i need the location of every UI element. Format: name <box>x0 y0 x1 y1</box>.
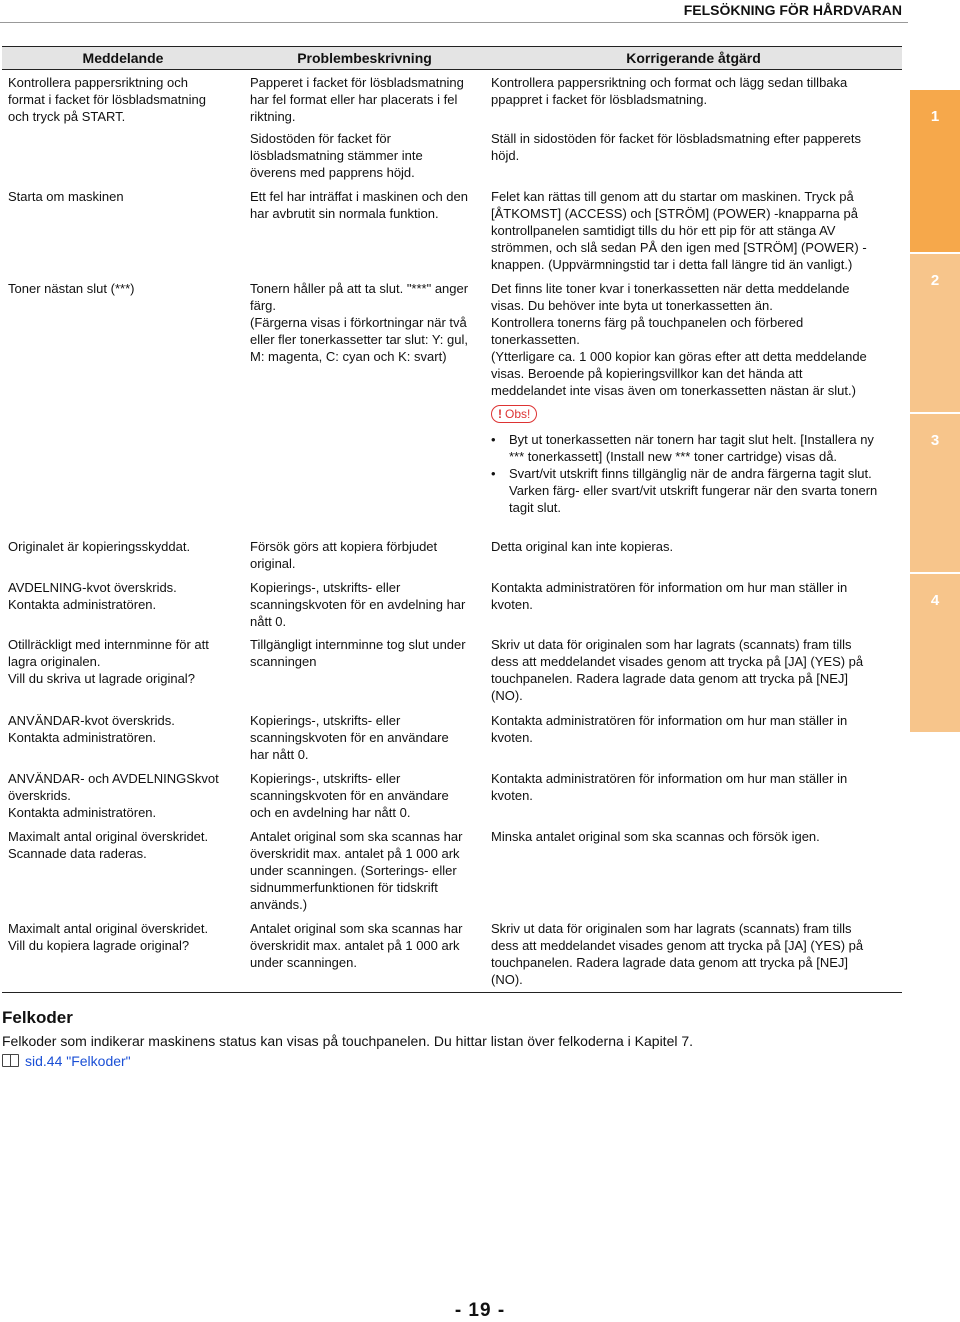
description-cell: Försök görs att kopiera förbjudet original. <box>250 539 438 571</box>
action-cell <box>485 278 902 536</box>
table-row <box>2 634 902 710</box>
reference-link[interactable]: sid.44 "Felkoder" <box>25 1053 131 1069</box>
description-cell: Kopierings-, utskrifts- eller scanningskvoten för en användare och en avdelning har nått 0. <box>250 771 449 820</box>
warning-icon: ! <box>498 407 502 421</box>
message-cell: AVDELNING-kvot överskrids. Kontakta administratören. <box>8 580 177 612</box>
message-cell: Starta om maskinen <box>8 189 124 204</box>
obs-badge <box>491 405 537 423</box>
column-header-description: Problembeskrivning <box>244 47 485 70</box>
table-row <box>2 826 902 918</box>
chapter-tabs <box>910 90 960 734</box>
description-cell: Sidostöden för facket för lösbladsmatning stämmer inte överens med papprens höjd. <box>250 131 423 180</box>
message-cell: Kontrollera pappersriktning och format i facket för lösbladsmatning och tryck på START. <box>8 75 206 124</box>
table-row <box>2 918 902 992</box>
action-cell: Kontakta administratören för information om hur man ställer in kvoten. <box>491 580 848 612</box>
action-text: Det finns lite toner kvar i tonerkassetten när detta meddelande visas. Du behöver inte byta ut tonerkassetten än. Kontrollera tonerns färg på touchpanelen och förbered tonerkassetten. (Ytterligare ca. 1 000 kopior kan göras efter att detta meddelande visas. Beroende på kopieringsvillkor kan det hända att meddelandet inte visas även om tonerkassetten nästan är slut.) <box>491 281 867 398</box>
column-header-message: Meddelande <box>2 47 244 70</box>
action-cell: Skriv ut data för originalen som har lagrats (scannats) fram tills dess att meddelandet visades genom att trycka på [JA] (YES) på touchpanelen. Radera lagrade data genom att trycka på [NEJ] (NO). <box>491 921 864 987</box>
table-row <box>2 278 902 536</box>
description-cell: Antalet original som ska scannas har överskridit max. antalet på 1 000 ark under scanningen. (Sorterings- eller sidnummerfunktionen för tidskrift används.) <box>250 829 463 912</box>
table-row <box>2 768 902 826</box>
description-cell: Kopierings-, utskrifts- eller scanningskvoten för en användare har nått 0. <box>250 713 449 762</box>
obs-label: Obs! <box>505 407 531 421</box>
description-cell: Tillgängligt internminne tog slut under scanningen <box>250 637 466 669</box>
chapter-tab-1[interactable]: 1 <box>910 90 960 252</box>
book-icon <box>2 1054 19 1067</box>
table-row <box>2 536 902 577</box>
page-header <box>0 0 908 23</box>
list-item: • Byt ut tonerkassetten när tonern har tagit slut helt. [Installera ny *** tonerkassett] (Install new *** toner cartridge) visas då. <box>507 431 896 465</box>
message-cell: Toner nästan slut (***) <box>8 281 135 296</box>
action-cell: Kontakta administratören för information om hur man ställer in kvoten. <box>491 771 848 803</box>
action-cell: Skriv ut data för originalen som har lagrats (scannats) fram tills dess att meddelandet visades genom att trycka på [JA] (YES) på touchpanelen. Radera lagrade data genom att trycka på [NEJ] (NO). <box>491 637 864 703</box>
table-row <box>2 710 902 768</box>
message-cell: Originalet är kopieringsskyddat. <box>8 539 191 554</box>
table-row <box>2 577 902 634</box>
description-cell: Kopierings-, utskrifts- eller scanningskvoten för en avdelning har nått 0. <box>250 580 466 629</box>
description-cell: Papperet i facket för lösbladsmatning har fel format eller har placerats i fel riktning. <box>250 75 464 124</box>
section-text: Felkoder som indikerar maskinens status kan visas på touchpanelen. Du hittar listan över felkoderna i Kapitel 7. <box>2 1033 694 1049</box>
chapter-tab-4[interactable]: 4 <box>910 574 960 732</box>
chapter-tab-3[interactable]: 3 <box>910 414 960 572</box>
action-cell: Minska antalet original som ska scannas och försök igen. <box>491 829 820 844</box>
description-cell: Tonern håller på att ta slut. "***" anger färg. (Färgerna visas i förkortningar när två eller fler tonerkassetter tar slut: Y: gul, M: magenta, C: cyan och K: svart) <box>250 281 469 364</box>
section-title: Felkoder <box>2 1008 73 1027</box>
column-header-action: Korrigerande åtgärd <box>485 47 902 70</box>
table-row <box>2 186 902 278</box>
reference-link-row <box>2 1053 131 1069</box>
action-cell: Felet kan rättas till genom att du startar om maskinen. Tryck på [ÅTKOMST] (ACCESS) och [STRÖM] (POWER) -knapparna på kontrollpanelen samtidigt tills du hör ett pip för att stänga AV strömmen, och slå sedan PÅ den igen med [STRÖM] (POWER) - knappen. (Uppvärmningstid tar i detta fall längre tid än vanligt.) <box>491 189 867 272</box>
action-cell: Ställ in sidostöden för facket för lösbladsmatning efter papperets höjd. <box>491 131 861 163</box>
message-cell: ANVÄNDAR- och AVDELNINGSkvot överskrids. Kontakta administratören. <box>8 771 219 820</box>
list-item: • Svart/vit utskrift finns tillgänglig när de andra färgerna tagit slut. Varken färg- eller svart/vit utskrift fungerar när den svarta tonern tagit slut. <box>507 465 896 516</box>
action-cell: Detta original kan inte kopieras. <box>491 539 674 554</box>
table-header-row <box>2 47 902 70</box>
message-cell: Otillräckligt med internminne för att lagra originalen. Vill du skriva ut lagrade original? <box>8 637 209 686</box>
obs-list <box>491 431 896 516</box>
message-cell: Maximalt antal original överskridet. Scannade data raderas. <box>8 829 209 861</box>
description-cell: Antalet original som ska scannas har överskridit max. antalet på 1 000 ark under scanningen. <box>250 921 463 970</box>
message-cell: Maximalt antal original överskridet. Vill du kopiera lagrade original? <box>8 921 209 953</box>
action-cell: Kontrollera pappersriktning och format och lägg sedan tillbaka ppappret i facket för lösbladsmatning. <box>491 75 848 107</box>
chapter-tab-2[interactable]: 2 <box>910 254 960 412</box>
page-number: - 19 - <box>454 1300 506 1321</box>
message-cell: ANVÄNDAR-kvot överskrids. Kontakta administratören. <box>8 713 175 745</box>
table-row <box>2 70 902 129</box>
description-cell: Ett fel har inträffat i maskinen och den har avbrutit sin normala funktion. <box>250 189 468 221</box>
troubleshooting-table <box>2 46 902 993</box>
header-title: FELSÖKNING FÖR HÅRDVARAN <box>683 2 902 18</box>
action-cell: Kontakta administratören för information om hur man ställer in kvoten. <box>491 713 848 745</box>
